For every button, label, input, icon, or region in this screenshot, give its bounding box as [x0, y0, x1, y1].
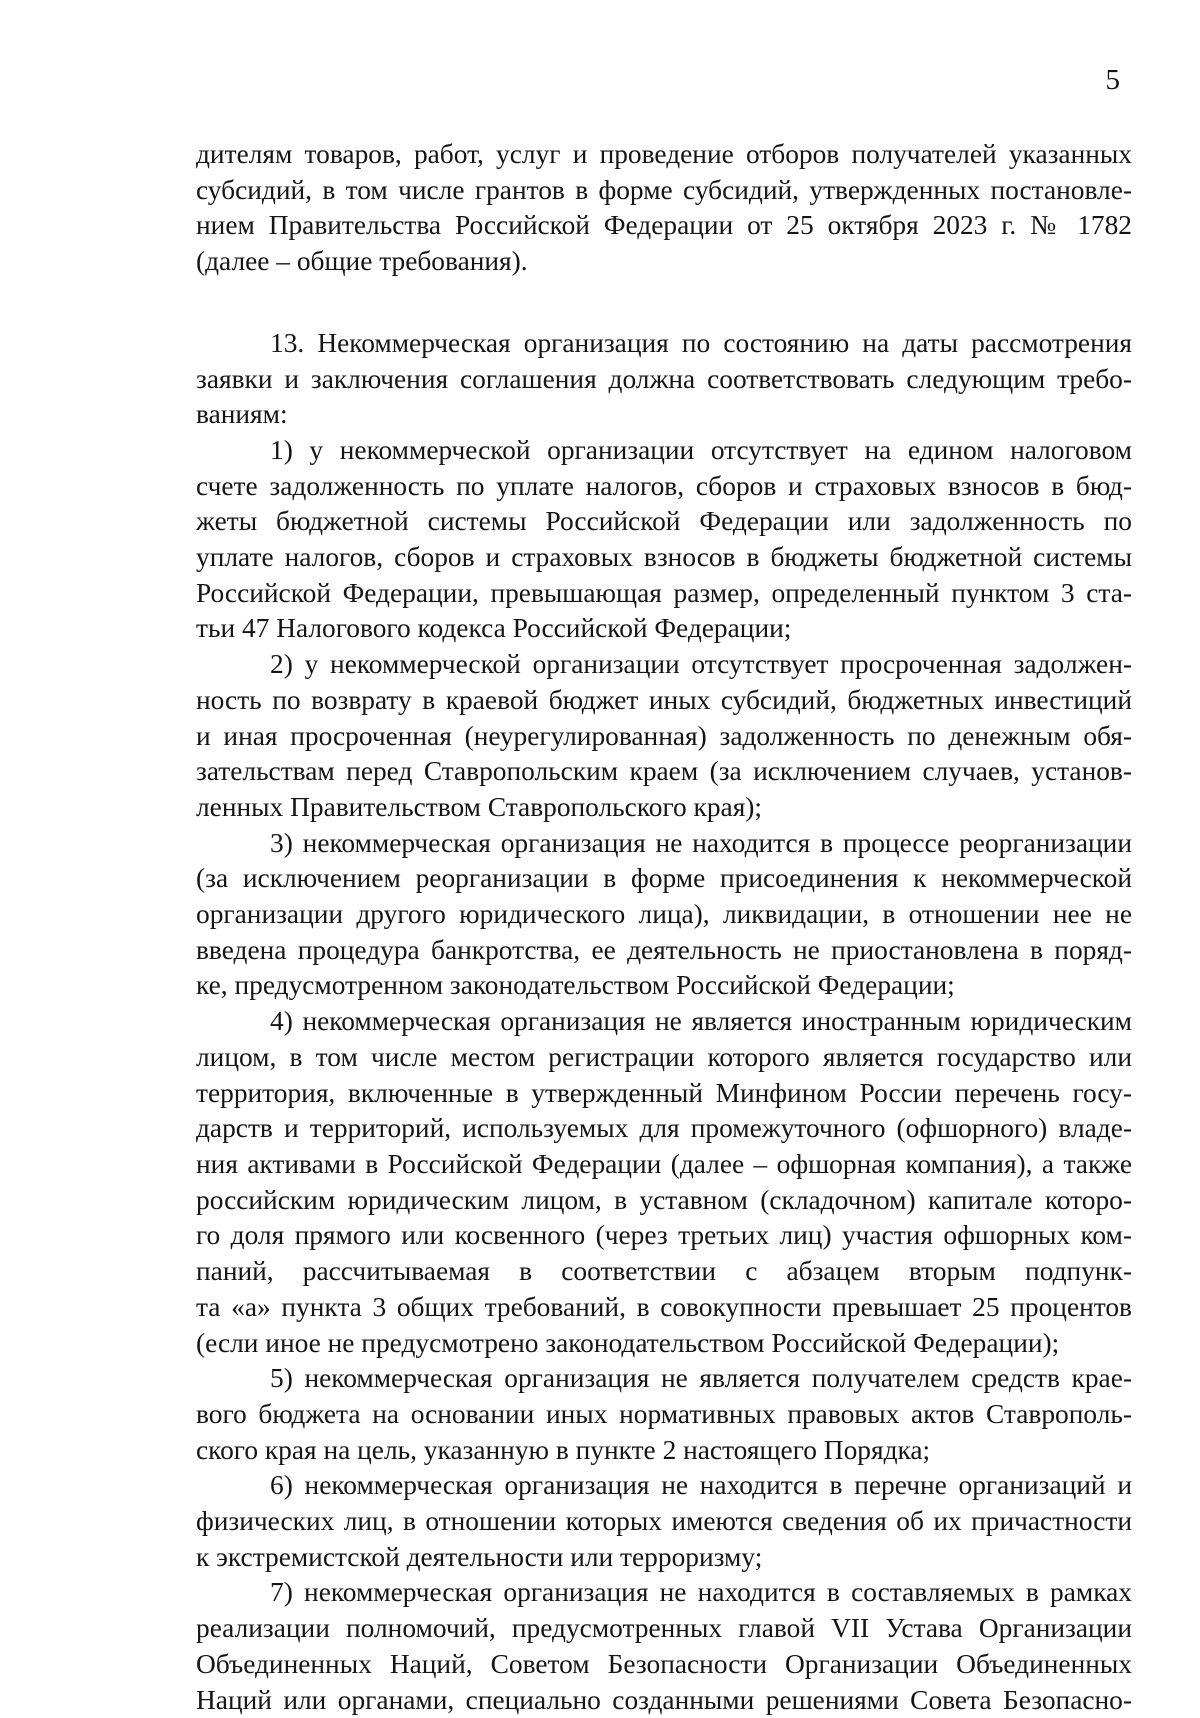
- text-line: субсидий, в том числе грантов в форме субсидий, утвержденных постановле-: [196, 174, 1132, 205]
- text-line: зательствам перед Ставропольским краем (за исключением случаев, установ-: [196, 756, 1132, 787]
- page-number: 5: [1105, 64, 1120, 96]
- item-7-first-line: 7) некоммерческая организация не находится в составляемых в рамках: [270, 1577, 1132, 1608]
- text-line: российским юридическим лицом, в уставном (складочном) капитале которо-: [196, 1184, 1132, 1215]
- paragraph-13-first-line: 13. Некоммерческая организация по состоянию на даты рассмотрения: [270, 327, 1132, 358]
- text-line: реализации полномочий, предусмотренных главой VII Устава Организации: [196, 1613, 1132, 1644]
- item-2-first-line: 2) у некоммерческой организации отсутствует просроченная задолжен-: [270, 649, 1132, 680]
- text-line: организации другого юридического лица), ликвидации, в отношении нее не: [196, 899, 1132, 930]
- item-1-first-line: 1) у некоммерческой организации отсутствует на едином налоговом: [270, 434, 1132, 465]
- item-4-first-line: 4) некоммерческая организация не является иностранным юридическим: [270, 1006, 1132, 1037]
- text-line: ваниям:: [196, 399, 288, 430]
- text-line: ского края на цель, указанную в пункте 2 настоящего Порядка;: [196, 1434, 931, 1465]
- text-line: дителям товаров, работ, услуг и проведение отборов получателей указанных: [196, 139, 1132, 169]
- text-line: нием Правительства Российской Федерации от 25 октября 2023 г. № 1782: [196, 210, 1132, 241]
- text-line: к экстремистской деятельности или терроризму;: [196, 1541, 763, 1572]
- text-line: Наций или органами, специально созданными решениями Совета Безопасно-: [196, 1684, 1132, 1715]
- text-line: ке, предусмотренном законодательством Российской Федерации;: [196, 970, 955, 1001]
- text-line: счете задолженность по уплате налогов, сборов и страховых взносов в бюд-: [196, 470, 1132, 501]
- text-line: дарств и территорий, используемых для промежуточного (офшорного) владе-: [196, 1113, 1132, 1144]
- text-line: Российской Федерации, превышающая размер, определенный пунктом 3 ста-: [196, 577, 1132, 608]
- text-line: Объединенных Наций, Советом Безопасности Организации Объединенных: [196, 1648, 1132, 1679]
- item-3-first-line: 3) некоммерческая организация не находится в процессе реорганизации: [270, 827, 1132, 858]
- paragraph-gap: [196, 280, 1132, 326]
- text-line: и иная просроченная (неурегулированная) задолженность по денежным обя-: [196, 720, 1132, 751]
- text-line: лицом, в том числе местом регистрации которого является государство или: [196, 1041, 1132, 1072]
- text-line: введена процедура банкротства, ее деятельность не приостановлена в поряд-: [196, 934, 1132, 965]
- text-line: (если иное не предусмотрено законодательством Российской Федерации);: [196, 1327, 1060, 1358]
- text-line: ния активами в Российской Федерации (далее – офшорная компания), а также: [196, 1148, 1132, 1179]
- text-line: жеты бюджетной системы Российской Федерации или задолженность по: [196, 506, 1132, 537]
- text-line: тьи 47 Налогового кодекса Российской Федерации;: [196, 613, 792, 644]
- text-line: уплате налогов, сборов и страховых взносов в бюджеты бюджетной системы: [196, 542, 1132, 573]
- text-line: ленных Правительством Ставропольского края);: [196, 791, 763, 822]
- text-line: (далее – общие требования).: [196, 246, 528, 277]
- text-line: вого бюджета на основании иных нормативных правовых актов Ставрополь-: [196, 1398, 1132, 1429]
- text-line: паний, рассчитываемая в соответствии с абзацем вторым подпунк-: [196, 1256, 1132, 1287]
- item-5-first-line: 5) некоммерческая организация не является получателем средств крае-: [270, 1363, 1132, 1394]
- text-line: го доля прямого или косвенного (через третьих лиц) участия офшорных ком-: [196, 1220, 1132, 1251]
- item-6-first-line: 6) некоммерческая организация не находится в перечне организаций и: [270, 1470, 1132, 1501]
- document-body: [196, 137, 1132, 1718]
- text-line: та «а» пункта 3 общих требований, в совокупности превышает 25 процентов: [196, 1291, 1132, 1322]
- text-line: территория, включенные в утвержденный Минфином России перечень госу-: [196, 1077, 1132, 1108]
- text-line: ность по возврату в краевой бюджет иных субсидий, бюджетных инвестиций: [196, 684, 1132, 715]
- text-line: (за исключением реорганизации в форме присоединения к некоммерческой: [196, 863, 1132, 894]
- text-line: физических лиц, в отношении которых имеются сведения об их причастности: [196, 1506, 1132, 1537]
- text-line: заявки и заключения соглашения должна соответствовать следующим требо-: [196, 363, 1132, 394]
